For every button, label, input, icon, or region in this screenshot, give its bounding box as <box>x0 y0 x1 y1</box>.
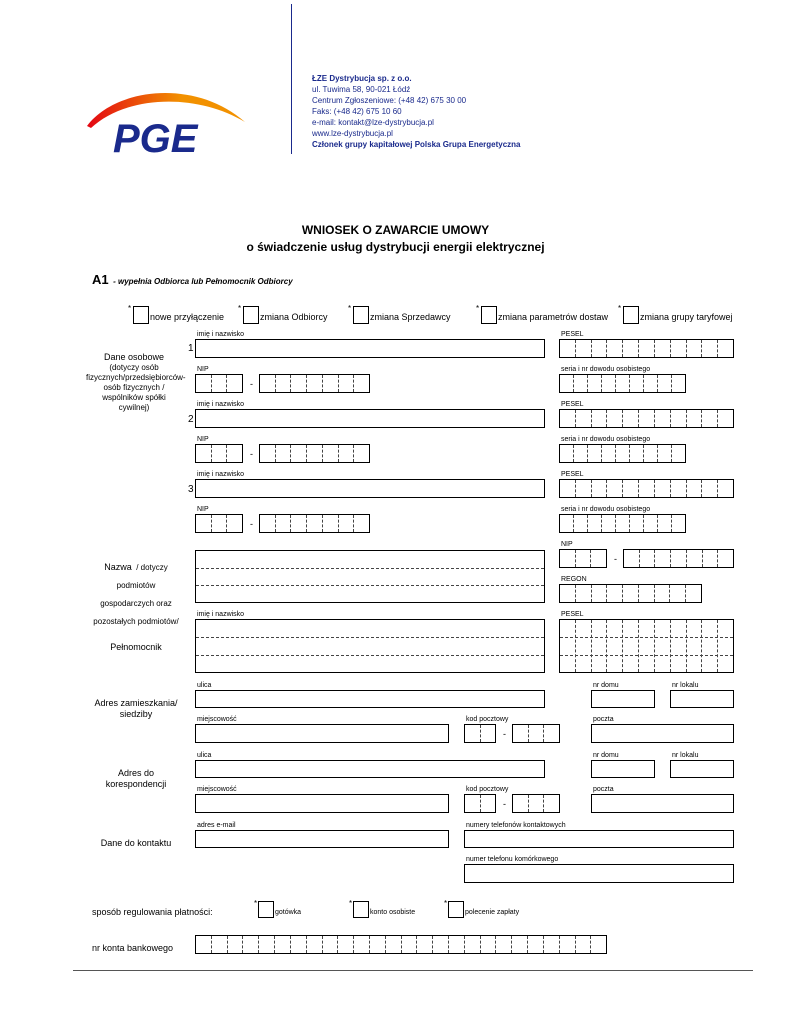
home-zip-input-b[interactable] <box>512 724 560 743</box>
row-number: 1 <box>188 343 194 354</box>
company-nip-input-b[interactable] <box>623 549 734 568</box>
field-label: kod pocztowy <box>466 716 509 723</box>
company-info <box>312 73 612 150</box>
address-home-title: Adres zamieszkania/ siedziby <box>94 698 178 719</box>
dash: - <box>614 554 617 564</box>
pesel-input-1[interactable] <box>559 339 734 358</box>
id-input-1[interactable] <box>559 374 686 393</box>
company-label <box>92 557 180 629</box>
phones-input[interactable] <box>464 830 734 848</box>
personal-data-label <box>86 352 186 413</box>
proxy-title: Pełnomocnik <box>110 642 162 652</box>
section-header <box>92 271 293 289</box>
required-star: * <box>444 899 448 908</box>
field-label: NIP <box>561 541 573 548</box>
nip-input-3a[interactable] <box>195 514 243 533</box>
required-star: * <box>254 899 258 908</box>
corr-city-input[interactable] <box>195 794 449 813</box>
field-label: nr lokalu <box>672 752 699 759</box>
field-label: NIP <box>197 366 209 373</box>
section-code: A1 <box>92 272 109 287</box>
checkbox-label: gotówka <box>275 909 302 916</box>
nip-input-2a[interactable] <box>195 444 243 463</box>
checkbox-personal-account[interactable] <box>353 901 369 918</box>
row-number: 3 <box>188 484 194 495</box>
header-divider <box>291 4 292 154</box>
company-line: Faks: (+48 42) 675 10 60 <box>312 107 402 116</box>
field-label: numery telefonów kontaktowych <box>466 822 566 829</box>
field-label: miejscowość <box>197 716 237 723</box>
name-input-2[interactable] <box>195 409 545 428</box>
regon-input[interactable] <box>559 584 702 603</box>
member-line: Członek grupy kapitałowej Polska Grupa Energetyczna <box>312 140 521 149</box>
dash: - <box>250 379 253 389</box>
field-label: nr domu <box>593 752 619 759</box>
required-star: * <box>348 304 352 313</box>
checkbox-change-seller[interactable] <box>353 306 369 324</box>
field-label: imię i nazwisko <box>197 471 245 478</box>
checkbox-direct-debit[interactable] <box>448 901 464 918</box>
field-label: REGON <box>561 576 587 583</box>
id-input-2[interactable] <box>559 444 686 463</box>
field-label: ulica <box>197 682 212 689</box>
home-city-input[interactable] <box>195 724 449 743</box>
title-line-1: WNIOSEK O ZAWARCIE UMOWY <box>301 223 490 237</box>
footer-divider <box>73 970 753 971</box>
nip-input-3b[interactable] <box>259 514 370 533</box>
field-label: nr domu <box>593 682 619 689</box>
checkbox-change-parameters[interactable] <box>481 306 497 324</box>
dash: - <box>250 519 253 529</box>
logo-text: PGE <box>113 117 198 157</box>
pesel-input-3[interactable] <box>559 479 734 498</box>
field-label: seria i nr dowodu osobistego <box>561 436 651 443</box>
dash: - <box>503 729 506 739</box>
field-label: PESEL <box>561 611 584 618</box>
personal-title: Dane osobowe <box>103 352 165 362</box>
dash: - <box>503 799 506 809</box>
required-star: * <box>476 304 480 313</box>
corr-post-input[interactable] <box>591 794 734 813</box>
field-label: seria i nr dowodu osobistego <box>561 366 651 373</box>
field-label: seria i nr dowodu osobistego <box>561 506 651 513</box>
pge-logo <box>85 82 250 157</box>
dash: - <box>250 449 253 459</box>
name-input-1[interactable] <box>195 339 545 358</box>
field-label: PESEL <box>561 471 584 478</box>
required-star: * <box>618 304 622 313</box>
company-nip-input-a[interactable] <box>559 549 607 568</box>
company-name-input[interactable] <box>195 550 545 603</box>
company-line: Centrum Zgłoszeniowe: (+48 42) 675 30 00 <box>312 96 467 105</box>
contact-title: Dane do kontaktu <box>100 838 172 848</box>
company-subtitle: / dotyczy podmiotów gospodarczych oraz pozostałych podmiotów/ <box>93 563 179 626</box>
company-line: ul. Tuwima 58, 90-021 Łódź <box>312 85 411 94</box>
form-title <box>0 222 791 256</box>
field-label: imię i nazwisko <box>197 611 245 618</box>
address-corr-title: Adres do korespondencji <box>105 768 167 789</box>
id-input-3[interactable] <box>559 514 686 533</box>
checkbox-label: konto osobiste <box>370 909 416 916</box>
company-line: www.lze-dystrybucja.pl <box>312 129 393 138</box>
corr-flat-input[interactable] <box>670 760 734 778</box>
bank-account-input[interactable] <box>195 935 607 954</box>
field-label: imię i nazwisko <box>197 331 245 338</box>
section-note: - wypełnia Odbiorca lub Pełnomocnik Odbiorcy <box>113 277 293 286</box>
email-input[interactable] <box>195 830 449 848</box>
field-label: NIP <box>197 506 209 513</box>
field-label: NIP <box>197 436 209 443</box>
checkbox-label: polecenie zapłaty <box>465 909 520 916</box>
checkbox-label: nowe przyłączenie <box>150 312 225 322</box>
home-house-input[interactable] <box>591 690 655 708</box>
checkbox-new-connection[interactable] <box>133 306 149 324</box>
required-star: * <box>349 899 353 908</box>
field-label: poczta <box>593 786 614 793</box>
field-label: miejscowość <box>197 786 237 793</box>
field-label: numer telefonu komórkowego <box>466 856 559 863</box>
proxy-name-input[interactable] <box>195 619 545 673</box>
checkbox-label: zmiana Odbiorcy <box>260 312 328 322</box>
corr-zip-input-b[interactable] <box>512 794 560 813</box>
company-name: ŁZE Dystrybucja sp. z o.o. <box>312 74 412 83</box>
bank-title: nr konta bankowego <box>92 943 174 953</box>
name-input-3[interactable] <box>195 479 545 498</box>
home-street-input[interactable] <box>195 690 545 708</box>
nip-input-1b[interactable] <box>259 374 370 393</box>
title-line-2: o świadczenie usług dystrybucji energii elektrycznej <box>246 240 545 254</box>
field-label: poczta <box>593 716 614 723</box>
corr-zip-input-a[interactable] <box>464 794 496 813</box>
checkbox-change-tariff[interactable] <box>623 306 639 324</box>
field-label: PESEL <box>561 331 584 338</box>
required-star: * <box>238 304 242 313</box>
mobile-input[interactable] <box>464 864 734 883</box>
checkbox-label: zmiana grupy taryfowej <box>640 312 733 322</box>
row-number: 2 <box>188 414 194 425</box>
corr-street-input[interactable] <box>195 760 545 778</box>
field-label: nr lokalu <box>672 682 699 689</box>
personal-subtitle: (dotyczy osób fizycznych/przedsiębiorców-osób fizycznych / wspólników spółki cywilnej) <box>86 363 186 412</box>
required-star: * <box>128 304 132 313</box>
field-label: kod pocztowy <box>466 786 509 793</box>
payment-title: sposób regulowania płatności: <box>92 907 213 917</box>
field-label: PESEL <box>561 401 584 408</box>
home-post-input[interactable] <box>591 724 734 743</box>
nip-input-1a[interactable] <box>195 374 243 393</box>
checkbox-cash[interactable] <box>258 901 274 918</box>
company-title: Nazwa <box>104 562 132 572</box>
logo-arc-icon <box>85 82 250 157</box>
home-flat-input[interactable] <box>670 690 734 708</box>
company-line: e-mail: kontakt@lze-dystrybucja.pl <box>312 118 434 127</box>
proxy-pesel-input[interactable] <box>559 619 734 673</box>
corr-house-input[interactable] <box>591 760 655 778</box>
field-label: imię i nazwisko <box>197 401 245 408</box>
home-zip-input-a[interactable] <box>464 724 496 743</box>
checkbox-change-customer[interactable] <box>243 306 259 324</box>
pesel-input-2[interactable] <box>559 409 734 428</box>
checkbox-label: zmiana parametrów dostaw <box>498 312 609 322</box>
nip-input-2b[interactable] <box>259 444 370 463</box>
checkbox-label: zmiana Sprzedawcy <box>370 312 451 322</box>
field-label: adres e-mail <box>197 822 236 829</box>
field-label: ulica <box>197 752 212 759</box>
